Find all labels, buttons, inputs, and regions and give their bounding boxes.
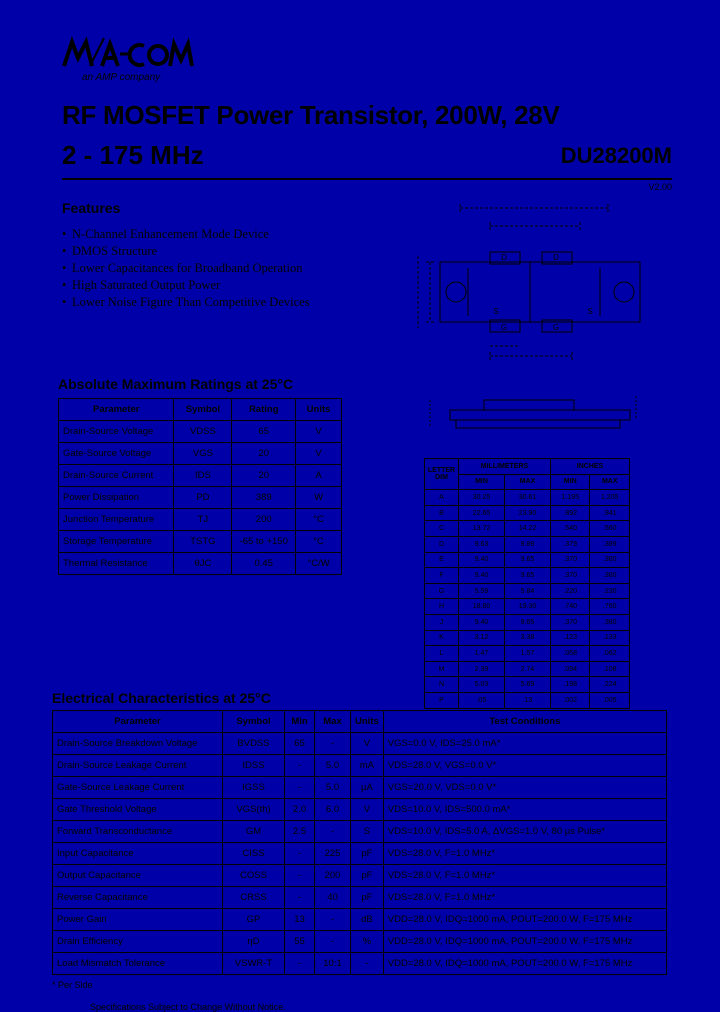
cell: V bbox=[351, 733, 384, 755]
cell: 13 bbox=[285, 909, 315, 931]
cell: 5.0 bbox=[315, 777, 351, 799]
cell: 200 bbox=[315, 865, 351, 887]
cell: 5.0 bbox=[315, 755, 351, 777]
cell: E bbox=[425, 552, 459, 568]
feature-item: • N-Channel Enhancement Mode Device bbox=[62, 226, 310, 243]
disclaimer: Specifications Subject to Change Without Notice. bbox=[90, 1002, 286, 1012]
cell: VDS=28.0 V, F=1.0 MHz* bbox=[383, 843, 666, 865]
cell: .062 bbox=[590, 646, 630, 662]
dimensions-body bbox=[425, 490, 630, 708]
cell: .740 bbox=[550, 599, 590, 615]
table-row bbox=[59, 531, 342, 553]
cell: 30.25 bbox=[459, 490, 505, 506]
cell: 23.90 bbox=[504, 505, 550, 521]
column-header: INCHES bbox=[550, 459, 629, 475]
table-row bbox=[425, 630, 630, 646]
cell: VDD=28.0 V, IDQ=1000 mA, POUT=200.0 W, F=175 MHz bbox=[383, 953, 666, 975]
cell: M bbox=[425, 661, 459, 677]
cell: .892 bbox=[550, 505, 590, 521]
logo-subtitle: an AMP company bbox=[82, 72, 161, 83]
cell: 200 bbox=[232, 509, 296, 531]
cell: 9.65 bbox=[504, 568, 550, 584]
cell: 5.59 bbox=[459, 583, 505, 599]
column-header: Parameter bbox=[59, 399, 174, 421]
cell: Gate-Source Leakage Current bbox=[53, 777, 223, 799]
cell: 65 bbox=[285, 733, 315, 755]
table-row bbox=[425, 599, 630, 615]
cell: S bbox=[351, 821, 384, 843]
table-row bbox=[425, 536, 630, 552]
cell: 6.0 bbox=[315, 799, 351, 821]
table-row bbox=[59, 487, 342, 509]
cell: pF bbox=[351, 887, 384, 909]
cell: 18.80 bbox=[459, 599, 505, 615]
cell: .094 bbox=[550, 661, 590, 677]
cell: Reverse Capacitance bbox=[53, 887, 223, 909]
cell: 2.0 bbox=[285, 799, 315, 821]
cell: CISS bbox=[223, 843, 285, 865]
cell: .370 bbox=[550, 568, 590, 584]
cell: - bbox=[315, 931, 351, 953]
features-list bbox=[62, 226, 310, 311]
pin-label: S bbox=[493, 307, 499, 316]
column-header: MILLIMETERS bbox=[459, 459, 551, 475]
cell: °C/W bbox=[296, 553, 342, 575]
cell: 22.65 bbox=[459, 505, 505, 521]
table-row bbox=[53, 777, 667, 799]
cell: °C bbox=[296, 509, 342, 531]
cell: VDSS bbox=[174, 421, 232, 443]
table-row bbox=[53, 821, 667, 843]
feature-item: • High Saturated Output Power bbox=[62, 277, 310, 294]
cell: VGS=20.0 V, VDS=0.0 V* bbox=[383, 777, 666, 799]
cell: 389 bbox=[232, 487, 296, 509]
cell: W bbox=[296, 487, 342, 509]
cell: 9.40 bbox=[459, 614, 505, 630]
feature-item: • Lower Capacitances for Broadband Operation bbox=[62, 260, 310, 277]
cell: θJC bbox=[174, 553, 232, 575]
table-row bbox=[425, 505, 630, 521]
cell: 20 bbox=[232, 465, 296, 487]
table-row bbox=[53, 799, 667, 821]
table-row bbox=[425, 521, 630, 537]
cell: PD bbox=[174, 487, 232, 509]
cell: .380 bbox=[590, 552, 630, 568]
table-row bbox=[59, 421, 342, 443]
page-title: RF MOSFET Power Transistor, 200W, 28V bbox=[62, 100, 560, 130]
table-row bbox=[425, 677, 630, 693]
column-header: MAX bbox=[590, 474, 630, 490]
table-row bbox=[425, 552, 630, 568]
table-row bbox=[425, 568, 630, 584]
cell: .133 bbox=[590, 630, 630, 646]
cell: 9.63 bbox=[459, 536, 505, 552]
cell: 10:1 bbox=[315, 953, 351, 975]
table-row bbox=[53, 931, 667, 953]
cell: VDS=28.0 V, VGS=0.0 V* bbox=[383, 755, 666, 777]
cell: H bbox=[425, 599, 459, 615]
cell: 225 bbox=[315, 843, 351, 865]
cell: B bbox=[425, 505, 459, 521]
cell: 13.72 bbox=[459, 521, 505, 537]
title-divider bbox=[62, 178, 672, 180]
cell: 40 bbox=[315, 887, 351, 909]
footnote: * Per Side bbox=[52, 980, 93, 990]
cell: GP bbox=[223, 909, 285, 931]
cell: VGS bbox=[174, 443, 232, 465]
cell: - bbox=[315, 821, 351, 843]
table-row bbox=[53, 887, 667, 909]
cell: 2.39 bbox=[459, 661, 505, 677]
dimensions-table bbox=[424, 458, 630, 709]
cell: - bbox=[285, 865, 315, 887]
cell: 5.03 bbox=[459, 677, 505, 693]
cell: - bbox=[315, 733, 351, 755]
table-row bbox=[425, 692, 630, 708]
cell: 2.74 bbox=[504, 661, 550, 677]
pin-label: S bbox=[587, 307, 593, 316]
table-row bbox=[53, 843, 667, 865]
table-row bbox=[53, 909, 667, 931]
cell: .380 bbox=[590, 614, 630, 630]
cell: Power Gain bbox=[53, 909, 223, 931]
cell: 1.205 bbox=[590, 490, 630, 506]
cell: 20 bbox=[232, 443, 296, 465]
cell: P bbox=[425, 692, 459, 708]
cell: .005 bbox=[590, 692, 630, 708]
cell: 3.12 bbox=[459, 630, 505, 646]
column-header: Parameter bbox=[53, 711, 223, 733]
cell: V bbox=[351, 799, 384, 821]
cell: IDS bbox=[174, 465, 232, 487]
cell: 9.89 bbox=[504, 536, 550, 552]
cell: K bbox=[425, 630, 459, 646]
elec-heading: Electrical Characteristics at 25°C bbox=[52, 690, 271, 706]
cell: VDD=28.0 V, IDQ=1000 mA, POUT=200.0 W, F=175 MHz bbox=[383, 909, 666, 931]
electrical-table bbox=[52, 710, 667, 975]
cell: Drain Efficiency bbox=[53, 931, 223, 953]
cell: pF bbox=[351, 865, 384, 887]
cell: 5.69 bbox=[504, 677, 550, 693]
cell: 30.61 bbox=[504, 490, 550, 506]
cell: J bbox=[425, 614, 459, 630]
column-header: MAX bbox=[504, 474, 550, 490]
cell: dB bbox=[351, 909, 384, 931]
cell: 0.45 bbox=[232, 553, 296, 575]
table-row bbox=[59, 443, 342, 465]
cell: .002 bbox=[550, 692, 590, 708]
cell: V bbox=[296, 421, 342, 443]
cell: Output Capacitance bbox=[53, 865, 223, 887]
cell: mA bbox=[351, 755, 384, 777]
cell: COSS bbox=[223, 865, 285, 887]
cell: -65 to +150 bbox=[232, 531, 296, 553]
part-number: DU28200M bbox=[560, 143, 672, 168]
column-header: Min bbox=[285, 711, 315, 733]
cell: - bbox=[285, 843, 315, 865]
pin-label: G bbox=[500, 323, 508, 332]
column-header: Test Conditions bbox=[383, 711, 666, 733]
cell: VDS=10.0 V, IDS=500.0 mA* bbox=[383, 799, 666, 821]
cell: GM bbox=[223, 821, 285, 843]
cell: A bbox=[425, 490, 459, 506]
table-row bbox=[53, 953, 667, 975]
cell: .224 bbox=[590, 677, 630, 693]
cell: µA bbox=[351, 777, 384, 799]
cell: - bbox=[285, 953, 315, 975]
cell: Thermal Resistance bbox=[59, 553, 174, 575]
cell: - bbox=[285, 887, 315, 909]
features-heading: Features bbox=[62, 200, 121, 216]
cell: Drain-Source Leakage Current bbox=[53, 755, 223, 777]
cell: - bbox=[285, 777, 315, 799]
column-header: MIN bbox=[550, 474, 590, 490]
cell: TSTG bbox=[174, 531, 232, 553]
column-header: Symbol bbox=[223, 711, 285, 733]
cell: 14.22 bbox=[504, 521, 550, 537]
cell: 55 bbox=[285, 931, 315, 953]
cell: VGS=0.0 V, IDS=25.0 mA* bbox=[383, 733, 666, 755]
table-row bbox=[53, 733, 667, 755]
cell: VDD=28.0 V, IDQ=1000 mA, POUT=200.0 W, F=175 MHz bbox=[383, 931, 666, 953]
cell: .058 bbox=[550, 646, 590, 662]
cell: - bbox=[315, 909, 351, 931]
cell: Gate Threshold Voltage bbox=[53, 799, 223, 821]
package-side-view bbox=[420, 392, 650, 434]
table-row bbox=[425, 661, 630, 677]
cell: 3.38 bbox=[504, 630, 550, 646]
cell: - bbox=[285, 755, 315, 777]
table-row bbox=[425, 614, 630, 630]
cell: .941 bbox=[590, 505, 630, 521]
cell: Junction Temperature bbox=[59, 509, 174, 531]
cell: .560 bbox=[590, 521, 630, 537]
cell: IDSS bbox=[223, 755, 285, 777]
cell: TJ bbox=[174, 509, 232, 531]
table-row bbox=[59, 553, 342, 575]
version-label: V2.00 bbox=[648, 182, 672, 192]
cell: Forward Transconductance bbox=[53, 821, 223, 843]
pin-label: D bbox=[553, 253, 559, 262]
cell: 19.30 bbox=[504, 599, 550, 615]
cell: D bbox=[425, 536, 459, 552]
table-row bbox=[53, 755, 667, 777]
cell: °C bbox=[296, 531, 342, 553]
cell: 65 bbox=[232, 421, 296, 443]
cell: Load Mismatch Tolerance bbox=[53, 953, 223, 975]
cell: G bbox=[425, 583, 459, 599]
cell: V bbox=[296, 443, 342, 465]
table-row bbox=[425, 646, 630, 662]
cell: .370 bbox=[550, 552, 590, 568]
cell: pF bbox=[351, 843, 384, 865]
cell: A bbox=[296, 465, 342, 487]
table-row bbox=[53, 865, 667, 887]
cell: - bbox=[351, 953, 384, 975]
cell: .230 bbox=[590, 583, 630, 599]
cell: L bbox=[425, 646, 459, 662]
cell: Drain-Source Voltage bbox=[59, 421, 174, 443]
cell: Drain-Source Breakdown Voltage bbox=[53, 733, 223, 755]
column-header: Max bbox=[315, 711, 351, 733]
cell: VDS=28.0 V, F=1.0 MHz* bbox=[383, 865, 666, 887]
cell: N bbox=[425, 677, 459, 693]
pin-label: G bbox=[552, 323, 560, 332]
column-header: Units bbox=[351, 711, 384, 733]
column-header: Symbol bbox=[174, 399, 232, 421]
cell: Drain-Source Current bbox=[59, 465, 174, 487]
electrical-body bbox=[53, 733, 667, 975]
abs-max-heading: Absolute Maximum Ratings at 25°C bbox=[58, 376, 294, 392]
cell: .379 bbox=[550, 536, 590, 552]
cell: VGS(th) bbox=[223, 799, 285, 821]
cell: .13 bbox=[504, 692, 550, 708]
feature-item: • Lower Noise Figure Than Competitive Devices bbox=[62, 294, 310, 311]
cell: .540 bbox=[550, 521, 590, 537]
cell: .123 bbox=[550, 630, 590, 646]
column-header: Units bbox=[296, 399, 342, 421]
cell: .370 bbox=[550, 614, 590, 630]
cell: F bbox=[425, 568, 459, 584]
cell: 9.40 bbox=[459, 552, 505, 568]
cell: .380 bbox=[590, 568, 630, 584]
frequency-range: 2 - 175 MHz bbox=[62, 140, 204, 170]
cell: .108 bbox=[590, 661, 630, 677]
cell: Input Capacitance bbox=[53, 843, 223, 865]
column-header: Rating bbox=[232, 399, 296, 421]
cell: .220 bbox=[550, 583, 590, 599]
column-header: LETTER DIM bbox=[425, 459, 459, 490]
package-outline-drawing bbox=[410, 196, 650, 376]
cell: CRSS bbox=[223, 887, 285, 909]
cell: VDS=28.0 V, F=1.0 MHz* bbox=[383, 887, 666, 909]
cell: 9.40 bbox=[459, 568, 505, 584]
cell: .198 bbox=[550, 677, 590, 693]
abs-max-table bbox=[58, 398, 342, 575]
cell: ηD bbox=[223, 931, 285, 953]
cell: 1.57 bbox=[504, 646, 550, 662]
table-row bbox=[59, 509, 342, 531]
cell: C bbox=[425, 521, 459, 537]
cell: 2.5 bbox=[285, 821, 315, 843]
cell: 9.65 bbox=[504, 552, 550, 568]
cell: .760 bbox=[590, 599, 630, 615]
table-row bbox=[425, 490, 630, 506]
cell: Storage Temperature bbox=[59, 531, 174, 553]
table-row bbox=[425, 583, 630, 599]
pin-label: D bbox=[501, 253, 507, 262]
cell: 1.47 bbox=[459, 646, 505, 662]
cell: BVDSS bbox=[223, 733, 285, 755]
cell: % bbox=[351, 931, 384, 953]
table-row bbox=[59, 465, 342, 487]
column-header: MIN bbox=[459, 474, 505, 490]
cell: 1.195 bbox=[550, 490, 590, 506]
cell: VDS=10.0 V, IDS=5.0 A, ΔVGS=1.0 V, 80 µs Pulse* bbox=[383, 821, 666, 843]
cell: VSWR-T bbox=[223, 953, 285, 975]
cell: IGSS bbox=[223, 777, 285, 799]
cell: .389 bbox=[590, 536, 630, 552]
cell: .05 bbox=[459, 692, 505, 708]
feature-item: • DMOS Structure bbox=[62, 243, 310, 260]
cell: Power Dissipation bbox=[59, 487, 174, 509]
cell: 9.65 bbox=[504, 614, 550, 630]
cell: 5.84 bbox=[504, 583, 550, 599]
cell: Gate-Source Voltage bbox=[59, 443, 174, 465]
